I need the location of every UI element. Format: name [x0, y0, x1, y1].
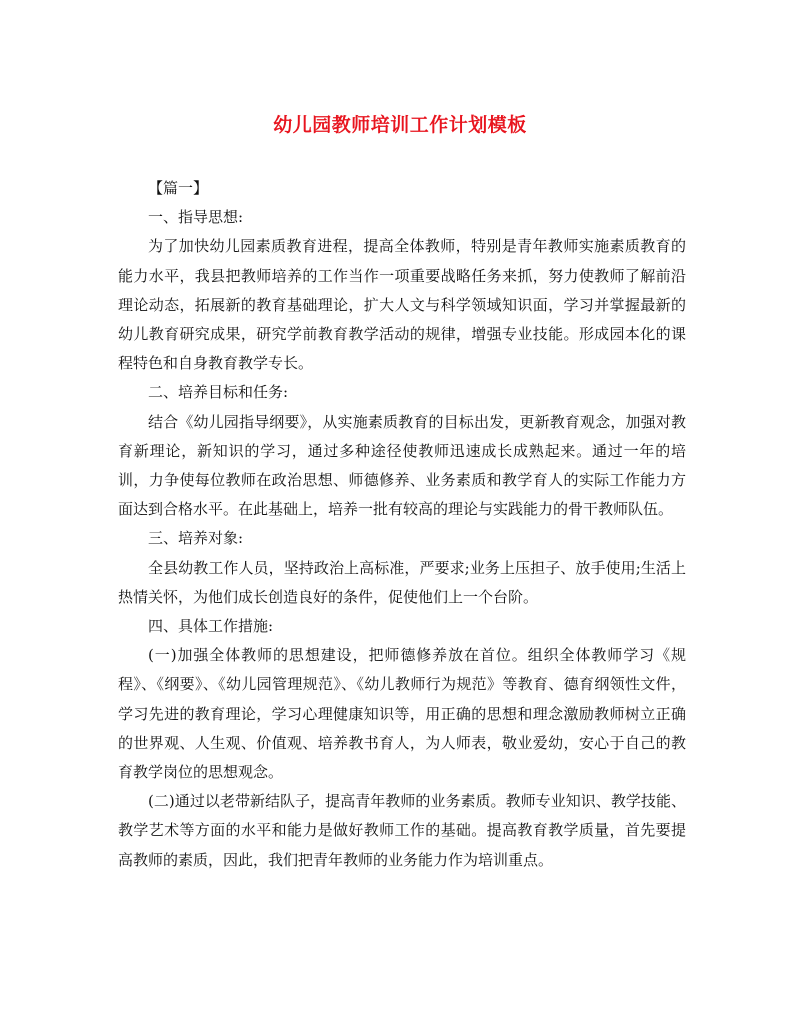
heading-guiding-ideology: 一、指导思想:: [148, 208, 244, 227]
heading-goals-tasks: 二、培养目标和任务:: [148, 383, 289, 402]
paragraph-guiding-ideology: 为了加快幼儿园素质教育进程，提高全体教师，特别是青年教师实施素质教育的能力水平，我县把教师培养的工作当作一项重要战略任务来抓，努力使教师了解前沿理论动态，拓展新的教育基础理论，扩大人文与科学领域知识面，学习并掌握最新的幼儿教育研究成果，研究学前教育教学活动的规律，增强专业技能。形成园本化的课程特色和自身教育教学专长。: [118, 237, 686, 373]
document-title: 幼儿园教师培训工作计划模板: [273, 114, 527, 136]
paragraph-measure-1: (一)加强全体教师的思想建设，把师德修养放在首位。组织全体教师学习《规程》、《纲要》、《幼儿园管理规范》、《幼儿教师行为规范》等教育、德育纲领性文件，学习先进的教育理论，学习心理健康知识等，用正确的思想和理念激励教师树立正确的世界观、人生观、价值观、培养教书育人，为人师表，敬业爱幼，安心于自己的教育教学岗位的思想观念。: [118, 646, 686, 782]
heading-training-targets: 三、培养对象:: [148, 529, 244, 548]
heading-measures: 四、具体工作措施:: [148, 617, 274, 636]
document-body: [118, 174, 686, 875]
section-label: 【篇一】: [148, 179, 209, 197]
paragraph-measure-2: (二)通过以老带新结队子，提高青年教师的业务素质。教师专业知识、教学技能、教学艺术等方面的水平和能力是做好教师工作的基础。提高教育教学质量，首先要提高教师的素质，因此，我们把青年教师的业务能力作为培训重点。: [118, 792, 686, 869]
paragraph-goals-tasks: 结合《幼儿园指导纲要》，从实施素质教育的目标出发，更新教育观念，加强对教育新理论，新知识的学习，通过多种途径使教师迅速成长成熟起来。通过一年的培训，力争使每位教师在政治思想、师德修养、业务素质和教学育人的实际工作能力方面达到合格水平。在此基础上，培养一批有较高的理论与实践能力的骨干教师队伍。: [118, 412, 686, 519]
paragraph-training-targets: 全县幼教工作人员，坚持政治上高标准，严要求;业务上压担子、放手使用;生活上热情关怀，为他们成长创造良好的条件，促使他们上一个台阶。: [118, 558, 686, 606]
